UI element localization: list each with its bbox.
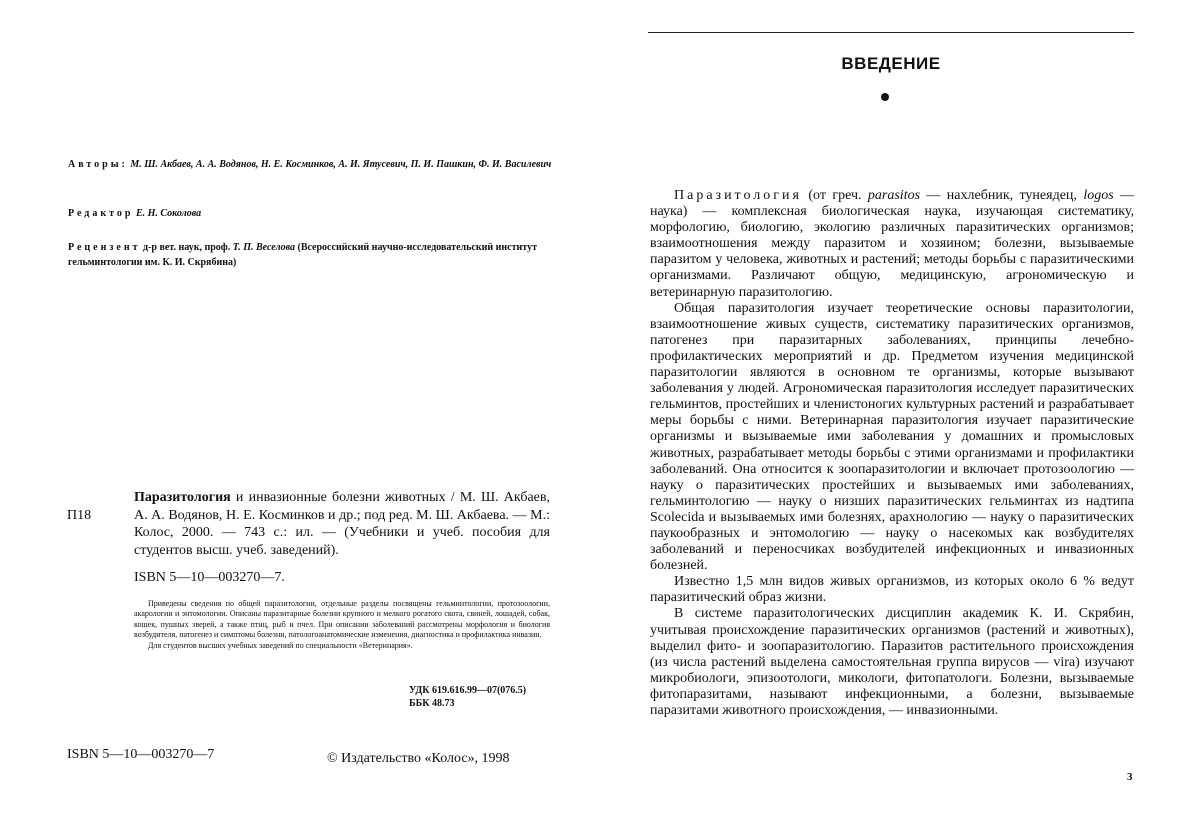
bbk-code: ББК 48.73 [409,698,455,709]
copyright: © Издательство «Колос», 1998 [327,751,510,766]
editor-name: Е. Н. Соколова [135,208,202,219]
body-text [650,188,1134,719]
paragraph-1-part: — наука) — комплексная биологическая наука, изучающая систематику, морфологию, биологию, экологию различных паразитических организмов; взаимоотношения между паразитом и хозяином; болезни, вызываемые паразитом у человека, животных и растений; методы борьбы с паразитическими организмами. Различают общую, медицинскую, агрономическую и ветеринарную паразитологию. [650,188,1135,300]
reviewer-org: (Всероссийский научно-исследовательский институт гельминтологии им. К. И. Скрябина) [68,242,537,268]
paragraph-1-part: (от греч. [808,188,862,203]
paragraph-3: Известно 1,5 млн видов живых организмов, из которых около 6 % ведут паразитический образ жизни. [650,574,1134,606]
abstract-audience: Для студентов высших учебных заведений по специальности «Ветеринария». [148,640,413,650]
paragraph-4: В системе паразитологических дисциплин академик К. И. Скрябин, учитывая происхождение паразитических организмов (растений и животных), выделил фито- и зоопаразитологию. Паразитов растительного происхождения (из числа растений выделена самостоятельная группа вирусов — vira) изучают микробиологи, эпизоотологи, микологи, фитопатологи. Болезни, вызываемые фитопаразитами, называют инфекционными, а болезни, вызываемые паразитами животного происхождения, — инвазионными. [650,606,1134,718]
authors-label: Авторы: [68,159,128,170]
reviewer-credit [68,240,558,270]
page-number: 3 [1127,771,1133,783]
book-title: Паразитология [134,490,231,505]
catalog-text: и инвазионные болезни животных / М. Ш. Акбаев, А. А. Водянов, Н. Е. Косминков и др.; под ред. М. Ш. Акбаева. — М.: Колос, 2000. — 743 с.: ил. — (Учебники и учеб. пособия для студентов высш. учеб. заведений). [134,490,550,558]
paragraph-2: Общая паразитология изучает теоретические основы паразитологии, взаимоотношение живых существ, систематику паразитических организмов, патогенез при паразитарных заболеваниях, принципы лечебно-профилактических мероприятий и др. Предметом изучения медицинской паразитологии являются в основном те организмы, которые вызывают заболевания у людей. Агрономическая паразитология исследует паразитических гельминтов, простейших и членистоногих культурных растений и разрабатывает меры борьбы с ними. Ветеринарная паразитология изучает паразитические организмы и вызываемые ими заболевания у домашних и промысловых животных, разрабатывает методы борьбы с этими организмами и профилактики заболеваний. Она относится к зоопаразитологии и включает протозоологию — науку о паразитических простейших и вызываемых ими заболеваниях, гельминтологию — науку о низших паразитических гельминтах из надтипа Scolecida и вызываемых ими болезнях, арахнологию — науку о паразитических паукообразных и энтомологию — науку о насекомых как возбудителях заболеваний и переносчиках возбудителей инфекционных и инвазионных болезней. [650,300,1134,574]
authors-names: М. Ш. Акбаев, А. А. Водянов, Н. Е. Косминков, А. И. Ятусевич, П. И. Пашкин, Ф. И. Василевич [130,159,552,170]
classification-codes [409,684,526,710]
reviewer-name: Т. П. Веселова [232,242,295,253]
isbn-bottom: ISBN 5—10—003270—7 [67,747,215,762]
paragraph-1 [650,188,1134,301]
editor-credit [68,206,201,221]
reviewer-label: Рецензент [68,242,141,253]
catalog-card [134,489,550,559]
isbn-card: ISBN 5—10—003270—7. [134,570,285,585]
udc-code: УДК 619.616.99—07(076.5) [409,685,527,696]
bullet-ornament [881,93,889,101]
paragraph-1-part: — нахлебник, тунеядец, [926,188,1077,203]
abstract-text: Приведены сведения по общей паразитологии, отдельные разделы посвящены гельминтологии, протозоологии, акарологии и энтомологии. Описаны паразитарные болезни крупного и мелкого рогатого скота, свиней, лошадей, собак, кошек, пушных зверей, а также птиц, рыб и пчел. При описании заболеваний рассмотрены морфология и биология возбудителя, патогенез и симптомы болезни, патологоанатомические изменения, диагностика и профилактика инвазии. [134,599,550,640]
editor-label: Редактор [68,208,134,219]
catalog-code: П18 [67,508,92,523]
greek-word-parasitos: parasitos [867,188,921,203]
abstract [134,599,550,651]
reviewer-title: д-р вет. наук, проф. [143,242,231,253]
term-parasitology: Паразитология [674,188,802,203]
greek-word-logos: logos [1083,188,1114,203]
header-rule [648,32,1134,33]
chapter-title: ВВЕДЕНИЕ [841,54,941,73]
authors-credit [68,157,568,172]
